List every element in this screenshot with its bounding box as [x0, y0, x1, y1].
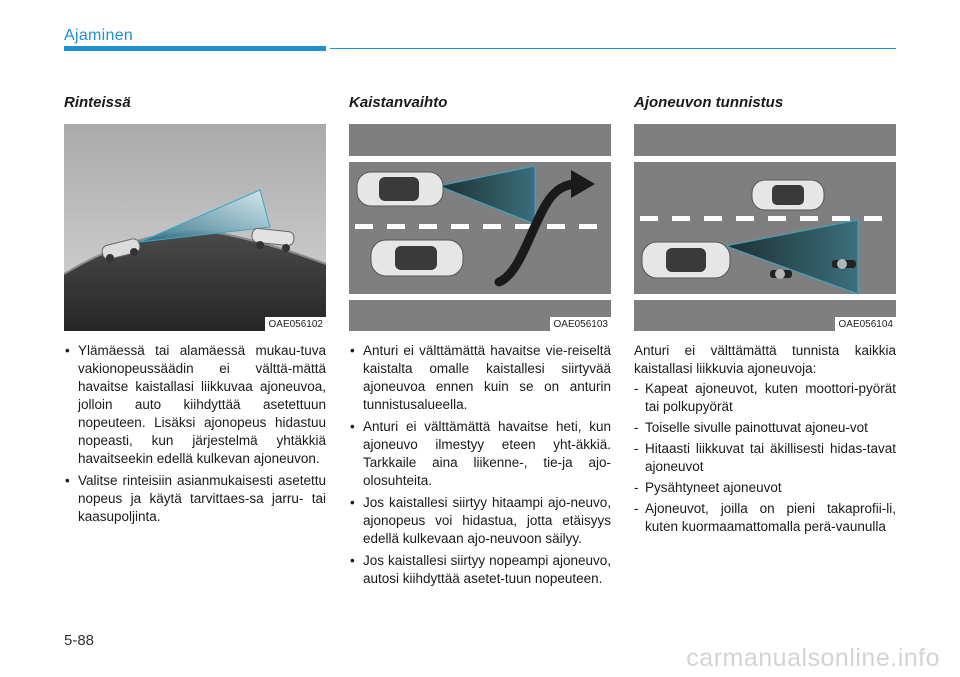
watermark: carmanualsonline.info: [686, 644, 940, 672]
figure-vehicle-detection: [634, 124, 896, 331]
figure-hills: [64, 124, 326, 331]
column-text: [634, 342, 896, 536]
car-own-icon: [642, 242, 730, 278]
lane-change-illustration: [349, 124, 611, 331]
bullet-item: • Valitse rinteisiin asianmukaisesti asetettu nopeus ja käytä tarvittaes-sa jarru- tai kaasupoljinta.: [65, 473, 326, 524]
bullet-item: • Jos kaistallesi siirtyy hitaampi ajo-neuvo, ajonopeus voi hidastua, jotta etäisyys edellä kulkevaan ajo-neuvoon säilyy.: [350, 495, 611, 546]
dash-item: - Toiselle sivulle painottuvat ajoneu-vot: [634, 420, 868, 435]
header-rule-thick: [64, 46, 326, 51]
figure-code: OAE056104: [835, 317, 897, 331]
figure-code: OAE056103: [550, 317, 612, 331]
figure-code: OAE056102: [265, 317, 327, 331]
figure-lane-change: [349, 124, 611, 331]
column-heading: Rinteissä: [64, 94, 131, 111]
intro-text: Anturi ei välttämättä tunnista kaikkia kaistallasi liikkuvia ajoneuvoja:: [634, 343, 896, 376]
vehicle-detection-illustration: [634, 124, 896, 331]
hill-illustration: [64, 124, 326, 331]
column-text: [349, 342, 611, 588]
dash-item: - Kapeat ajoneuvot, kuten moottori-pyörät tai polkupyörät: [634, 381, 896, 414]
column-heading: Kaistanvaihto: [349, 94, 448, 111]
car-own-icon: [357, 172, 443, 206]
motorcycle-icon: [770, 269, 792, 279]
page-number: 5-88: [64, 632, 95, 649]
dash-item: - Pysähtyneet ajoneuvot: [634, 480, 782, 495]
column-text: [64, 342, 326, 526]
column-lane-change: [349, 94, 611, 592]
motorcycle-icon: [832, 259, 856, 269]
column-vehicle-detection: [634, 94, 896, 539]
bullet-item: • Ylämäessä tai alamäessä mukau-tuva vakionopeussäädin ei välttä-mättä havaitse kaistallasi liikkuvaa ajoneuvoa, jolloin auto kiihdyttää asetettuun nopeuteen. Lisäksi ajonopeus hidastuu nopeasti, kun järjestelmä yhtäkkiä havaitseekin edellä kulkevan ajoneuvon.: [65, 343, 326, 466]
car-other-lane-icon: [752, 180, 824, 210]
bullet-item: • Jos kaistallesi siirtyy nopeampi ajoneuvo, autosi kiihdyttää asetet-tuun nopeuteen.: [350, 553, 611, 586]
column-heading: Ajoneuvon tunnistus: [634, 94, 784, 111]
section-title: Ajaminen: [64, 27, 134, 44]
header-rule-thin: [330, 48, 896, 49]
dash-item: - Ajoneuvot, joilla on pieni takaprofii-li, kuten kuormaamattomalla perä-vaunulla: [634, 501, 896, 534]
bullet-item: • Anturi ei välttämättä havaitse vie-reiseltä kaistalta omalle kaistallesi siirtyvää ajoneuvoa ennen kuin se on anturin tunnistusalueella.: [350, 343, 611, 412]
car-adjacent-icon: [371, 240, 463, 276]
column-hills: [64, 94, 326, 530]
dash-item: - Hitaasti liikkuvat tai äkillisesti hidas-tavat ajoneuvot: [634, 441, 896, 474]
bullet-item: • Anturi ei välttämättä havaitse heti, kun ajoneuvo ilmestyy eteen yht-äkkiä. Tarkkaile aina liikenne-, tie-ja ajo-olosuhteita.: [350, 419, 611, 488]
